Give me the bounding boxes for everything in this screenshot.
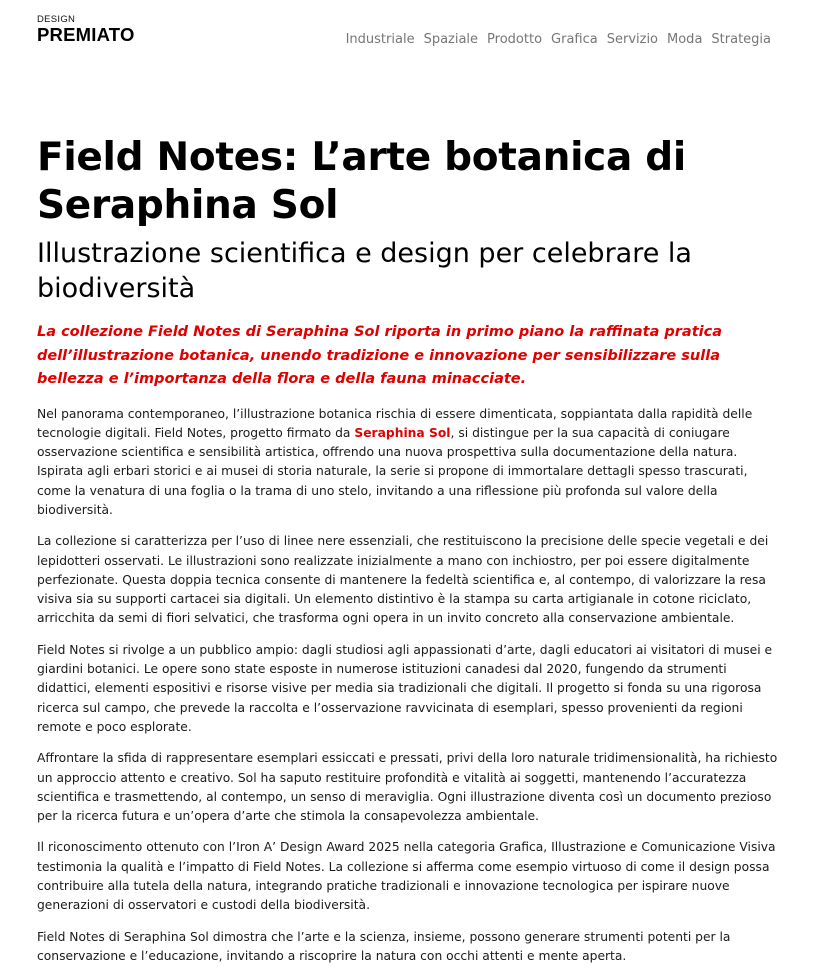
article-lead: La collezione Field Notes di Seraphina Sol riporta in primo piano la raffinata pratica dell’illustrazione botanica, unendo tradizione e innovazione per sensibilizzare sulla bellezza e l’importanza della flora e della fauna minacciate. bbox=[37, 324, 722, 387]
nav-item-industriale[interactable]: Industriale bbox=[345, 32, 415, 47]
article-paragraph-6: Field Notes di Seraphina Sol dimostra che l’arte e la scienza, insieme, possono generare strumenti potenti per la conservazione e l’educazione, invitando a riscoprire la natura con occhi attenti e mente aperta. bbox=[37, 929, 731, 963]
nav-item-prodotto[interactable]: Prodotto bbox=[487, 32, 543, 47]
nav-item-grafica[interactable]: Grafica bbox=[551, 32, 598, 47]
paragraph-1-text-end: , si distingue per la sua capacità di coniugare osservazione scientifica e sensibilità artistica, offrendo una nuova prospettiva sulla documentazione della natura. Ispirata agli erbari storici e ai musei di storia naturale, la serie si propone di immortalare dettagli spesso trascurati, come la venatura di una foglia o la trama di uno stelo, invitando a una riflessione più profonda sul valore della biodiversità. bbox=[37, 425, 748, 517]
nav-item-strategia[interactable]: Strategia bbox=[711, 32, 771, 47]
nav-item-servizio[interactable]: Servizio bbox=[606, 32, 659, 47]
nav-item-moda[interactable]: Moda bbox=[667, 32, 703, 47]
paragraph-1-text-start: Nel panorama contemporaneo, l’illustrazione botanica rischia di essere dimenticata, soppiantata dalla rapidità delle tecnologie digitali. Field Notes, progetto firmato da bbox=[37, 406, 753, 440]
article-paragraph-2: La collezione si caratterizza per l’uso di linee nere essenziali, che restituiscono la precisione delle specie vegetali e dei lepidotteri osservati. Le illustrazioni sono realizzate inizialmente a mano con inchiostro, per poi essere digitalmente perfezionate. Questa doppia tecnica consente di mantenere la fedeltà scientifica e, al contempo, di valorizzare la resa visiva sia su supporti cartacei sia digitali. Un elemento distintivo è la stampa su carta artigianale in cotone riciclato, arricchita da semi di fiori selvatici, che trasforma ogni opera in un invito concreto alla conservazione ambientale. bbox=[37, 534, 769, 626]
site-logo[interactable] bbox=[37, 15, 135, 44]
article-paragraph-3: Field Notes si rivolge a un pubblico ampio: dagli studiosi agli appassionati d’arte, dagli educatori ai visitatori di musei e giardini botanici. Le opere sono state esposte in numerose istituzioni canadesi dal 2020, fungendo da strumenti didattici, elementi espositivi e risorse visive per media sia tradizionali che digitali. Il progetto si fonda su una rigorosa ricerca sul campo, che prevede la raccolta e l’osservazione ravvicinata di esemplari, spesso provenienti da regioni remote e poco esplorate. bbox=[37, 642, 773, 734]
article bbox=[37, 134, 783, 978]
nav-item-spaziale[interactable]: Spaziale bbox=[423, 32, 479, 47]
article-paragraph-5: Il riconoscimento ottenuto con l’Iron A’ Design Award 2025 nella categoria Grafica, Illustrazione e Comunicazione Visiva testimonia la qualità e l’impatto di Field Notes. La collezione si afferma come esempio virtuoso di come il design possa contribuire alla tutela della natura, integrando pratiche tradizionali e innovazione tecnologica per ispirare nuove generazioni di osservatori e custodi della biodiversità. bbox=[37, 840, 776, 913]
site-header bbox=[0, 0, 837, 70]
logo-big-text: PREMIATO bbox=[37, 23, 135, 45]
main-nav bbox=[346, 32, 771, 47]
designer-name-link[interactable]: Seraphina Sol bbox=[354, 425, 451, 440]
logo-small-text: DESIGN bbox=[37, 14, 76, 25]
article-paragraph-1 bbox=[37, 405, 783, 521]
article-title: Field Notes: L’arte botanica di Seraphina Sol bbox=[37, 135, 686, 228]
article-body bbox=[37, 405, 783, 967]
article-subtitle: Illustrazione scientifica e design per celebrare la biodiversità bbox=[37, 238, 692, 304]
article-paragraph-4: Affrontare la sfida di rappresentare esemplari essiccati e pressati, privi della loro naturale tridimensionalità, ha richiesto un approccio attento e creativo. Sol ha saputo restituire profondità e vitalità ai soggetti, mantenendo l’accuratezza scientifica e trasmettendo, al contempo, un senso di meraviglia. Ogni illustrazione diventa così un documento prezioso per la ricerca futura e un’opera d’arte che stimola la consapevolezza ambientale. bbox=[37, 751, 778, 824]
